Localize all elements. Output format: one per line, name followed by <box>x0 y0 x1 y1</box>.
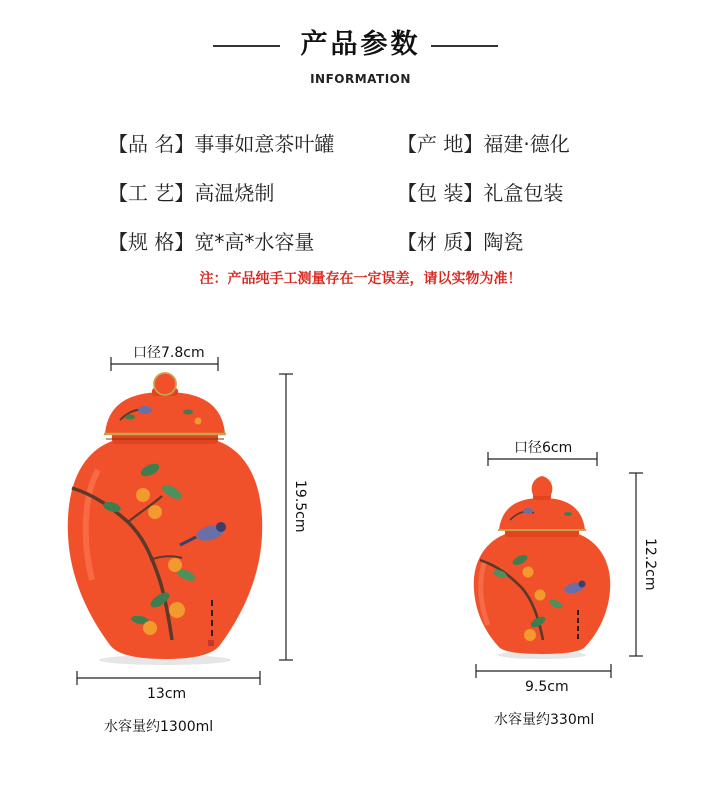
page-subtitle: INFORMATION <box>310 72 411 86</box>
spec-value: 福建·德化 <box>483 132 570 156</box>
small-capacity-label: 水容量约330ml <box>494 712 595 728</box>
spec-value: 事事如意茶叶罐 <box>194 132 335 156</box>
spec-label: 【包 装】 <box>397 181 484 205</box>
small-height-dimension-line <box>629 473 643 656</box>
page-title: 产品参数 <box>300 29 421 60</box>
large-tea-jar <box>68 373 262 665</box>
small-mouth-label: 口径6cm <box>514 440 573 456</box>
spec-label: 【工 艺】 <box>108 181 195 205</box>
spec-label: 【规 格】 <box>108 230 195 254</box>
large-mouth-label: 口径7.8cm <box>133 345 205 361</box>
small-height-label: 12.2cm <box>642 538 658 591</box>
large-width-dimension-line <box>77 671 260 685</box>
small-width-dimension-line <box>476 664 611 678</box>
large-capacity-label: 水容量约1300ml <box>104 719 214 735</box>
large-width-label: 13cm <box>147 686 187 702</box>
spec-value: 礼盒包装 <box>483 181 564 205</box>
large-height-dimension-line <box>279 374 293 660</box>
small-tea-jar <box>474 476 610 659</box>
spec-label: 【品 名】 <box>108 132 195 156</box>
spec-value: 陶瓷 <box>483 230 524 254</box>
spec-value: 高温烧制 <box>194 181 275 205</box>
measurement-note: 注：产品纯手工测量存在一定误差，请以实物为准！ <box>199 271 522 287</box>
large-height-label: 19.5cm <box>292 480 308 533</box>
small-width-label: 9.5cm <box>525 679 569 695</box>
spec-label: 【材 质】 <box>397 230 484 254</box>
spec-value: 宽*高*水容量 <box>194 230 315 254</box>
spec-label: 【产 地】 <box>397 132 484 156</box>
